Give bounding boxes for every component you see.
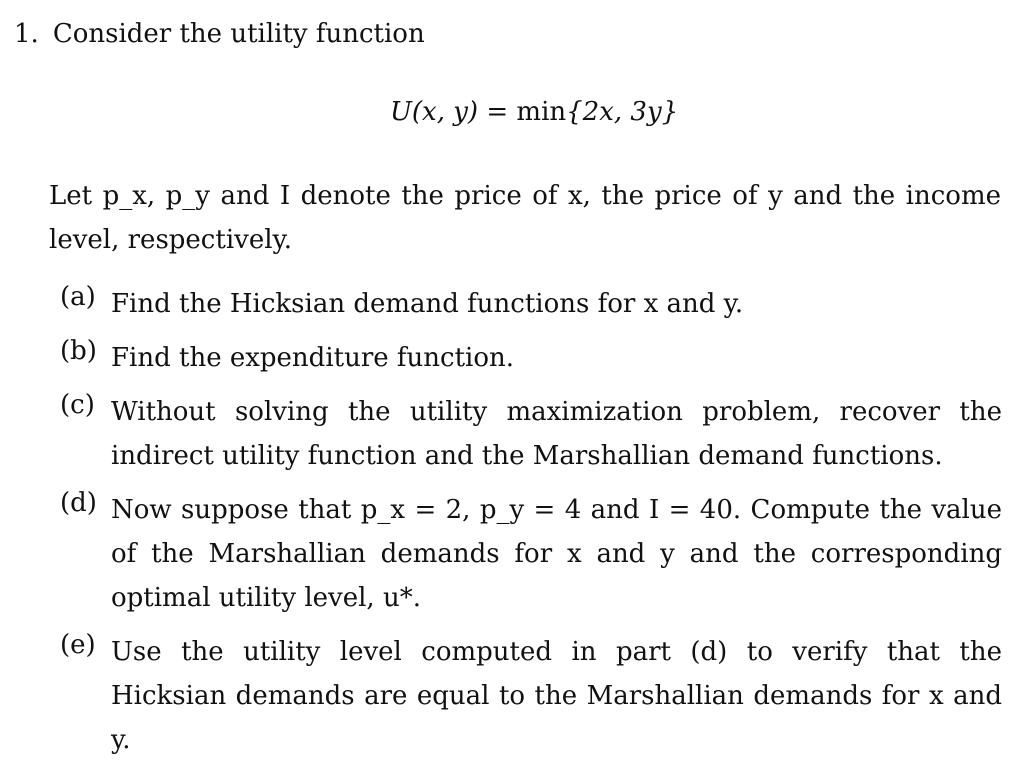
- question-heading: [14, 19, 425, 49]
- formula-eq: =: [486, 97, 517, 127]
- part-b-label: (b): [60, 336, 97, 366]
- part-d-label: (d): [60, 488, 97, 518]
- question-stem: Consider the utility function: [52, 19, 425, 49]
- part-c-label: (c): [60, 390, 95, 420]
- formula-args: {2x, 3y}: [566, 97, 679, 127]
- formula-lhs-text: U(x, y): [390, 97, 479, 127]
- intro-text: Let p_x, p_y and I denote the price of x, the price of y and the income level, respectively.: [49, 181, 1001, 255]
- part-e-text: Use the utility level computed in part (d) to verify that the Hicksian demands are equal to the Marshallian demands for x and y.: [111, 637, 1002, 755]
- part-e-label: (e): [60, 630, 96, 660]
- part-d-text: Now suppose that p_x = 2, p_y = 4 and I = 40. Compute the value of the Marshallian demands for x and y and the corresponding optimal utility level, u*.: [111, 495, 1002, 613]
- part-a-text: Find the Hicksian demand functions for x and y.: [111, 289, 744, 319]
- part-c-text: Without solving the utility maximization problem, recover the indirect utility function and the Marshallian demand functions.: [111, 397, 1002, 471]
- part-a-label: (a): [60, 282, 96, 312]
- utility-formula: [390, 97, 678, 127]
- formula-fn: min: [516, 97, 567, 127]
- intro-paragraph: [49, 174, 1001, 262]
- part-b-text: Find the expenditure function.: [111, 343, 515, 373]
- formula-lhs: [390, 97, 486, 127]
- question-number: 1.: [14, 19, 39, 49]
